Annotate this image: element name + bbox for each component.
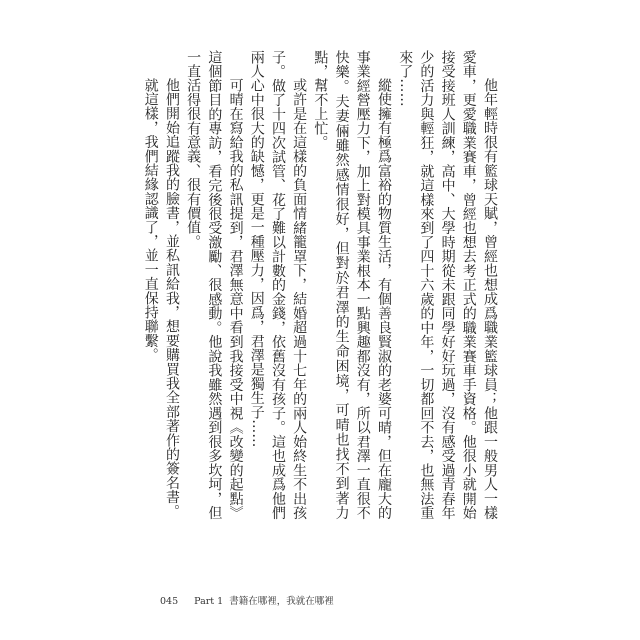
paragraph-1: 他年輕時很有籃球天賦，曾經也想成爲職業籃球員；他跟一般男人一樣愛車，更愛職業賽車，曾經也想去考正式的職業賽車手資格。他很小就開始接受接班人訓練，高中、大學時期從未跟同學好好玩過，沒有感受過青春年少的活力與輕狂，就這樣來到了四十六歲的中年，一切都回不去，也無法重來了…… [397,50,498,520]
page-footer [160,593,334,607]
part-title: 書籍在哪裡，我就在哪裡 [229,596,334,607]
paragraph-4: 可晴在寫給我的私訊提到，君澤無意中看到我接受中視《改變的起點》這個節目的專訪，看完後很受激勵、很感動。他說我雖然遇到很多坎坷，但一直活得很有意義、很有價值。 [185,50,244,520]
paragraph-2: 縱使擁有極爲富裕的物質生活，有個善良賢淑的老婆可晴，但在龐大的事業經營壓力下，加上對模具事業根本一點興趣都沒有，所以君澤一直很不快樂。夫妻倆雖然感情很好，但對於君澤的生命困境，可晴也找不到著力點，幫不上忙。 [312,50,392,520]
vertical-text-body [140,50,500,520]
paragraph-3: 或許是在這樣的負面情緒籠罩下，結婚超過十七年的兩人始終生不出孩子。做了十四次試管、花了難以計數的金錢，依舊沒有孩子。這也成爲他們兩人心中很大的缺憾，更是一種壓力，因爲，君澤是獨生子…… [248,50,308,520]
paragraph-5: 他們開始追蹤我的臉書，並私訊給我，想要購買我全部著作的簽名書。 [163,78,180,519]
part-label: Part 1 [194,596,224,607]
page-number: 045 [160,596,179,607]
paragraph-6: 就這樣，我們結緣認識了，並一直保持聯繫。 [142,78,159,362]
